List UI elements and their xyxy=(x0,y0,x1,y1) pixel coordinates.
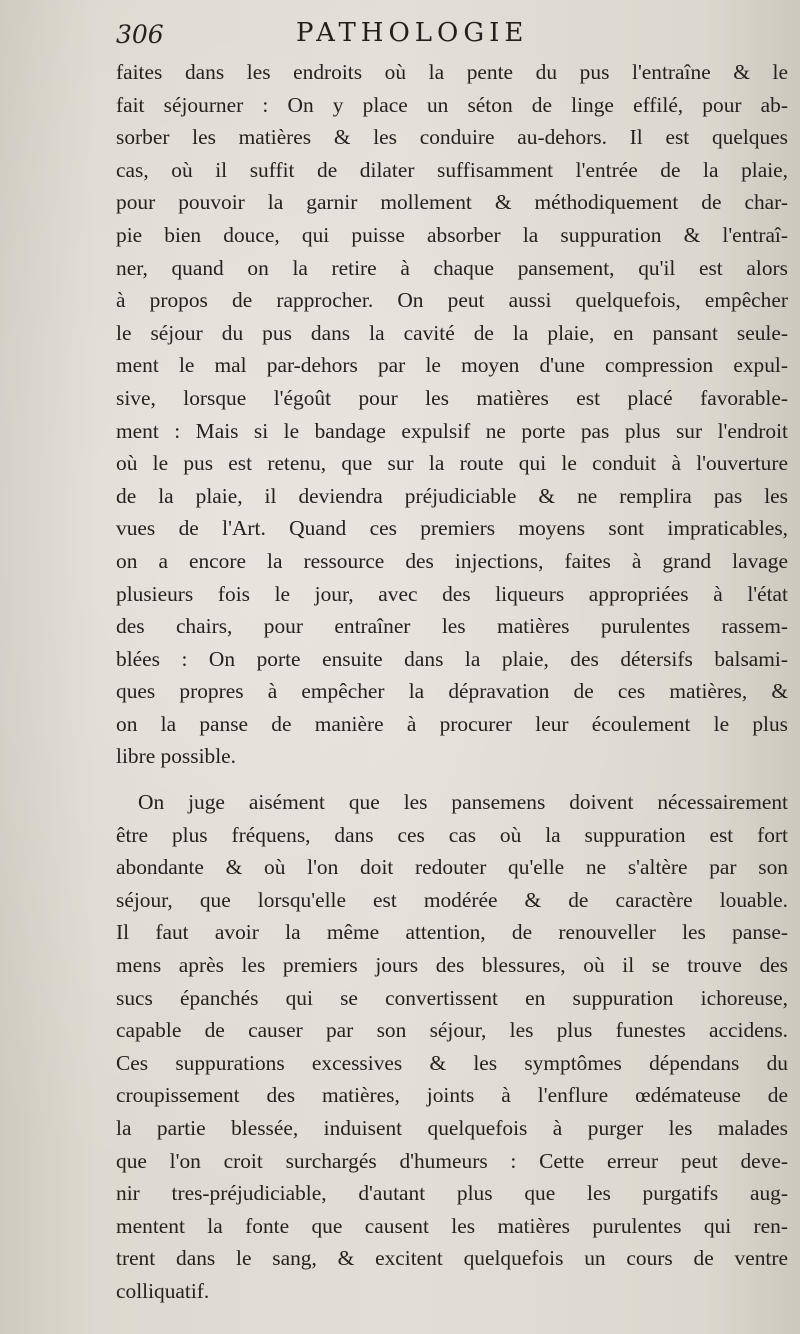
text-line: ment le mal par-dehors par le moyen d'une compression expul- xyxy=(116,353,788,378)
text-line: on la panse de manière à procurer leur écoulement le plus xyxy=(116,711,788,736)
text-line: ment : Mais si le bandage expulsif ne porte pas plus sur l'endroit xyxy=(116,418,788,443)
text-line: on a encore la ressource des injections, faites à grand lavage xyxy=(116,548,788,573)
text-line: vues de l'Art. Quand ces premiers moyens sont impraticables, xyxy=(116,516,788,541)
text-line: On juge aisément que les pansemens doivent nécessairement xyxy=(138,790,788,815)
text-line: croupissement des matières, joints à l'enflure œdémateuse de xyxy=(116,1083,788,1108)
page-header xyxy=(116,18,786,54)
text-line: colliquatif. xyxy=(116,1278,210,1303)
text-line: Ces suppurations excessives & les symptômes dépendans du xyxy=(116,1050,788,1075)
text-line: pour pouvoir la garnir mollement & méthodiquement de char- xyxy=(116,190,788,215)
text-line: nir tres-préjudiciable, d'autant plus que les purgatifs aug- xyxy=(116,1181,788,1206)
text-line: blées : On porte ensuite dans la plaie, des détersifs balsami- xyxy=(116,646,788,671)
text-line: séjour, que lorsqu'elle est modérée & de caractère louable. xyxy=(116,887,788,912)
text-line: ner, quand on la retire à chaque pansement, qu'il est alors xyxy=(116,255,788,280)
text-line: mens après les premiers jours des blessures, où il se trouve des xyxy=(116,953,788,978)
text-line: libre possible. xyxy=(116,744,237,769)
text-line: à propos de rapprocher. On peut aussi quelquefois, empêcher xyxy=(116,288,788,313)
text-line: capable de causer par son séjour, les plus funestes accidens. xyxy=(116,1018,788,1043)
body-text xyxy=(116,56,788,1308)
text-line: trent dans le sang, & excitent quelquefois un cours de ventre xyxy=(116,1246,788,1271)
text-line: sorber les matières & les conduire au-dehors. Il est quelques xyxy=(116,125,788,150)
text-line: Il faut avoir la même attention, de renouveller les panse- xyxy=(116,920,788,945)
text-line: où le pus est retenu, que sur la route qui le conduit à l'ouverture xyxy=(116,451,788,476)
text-line: pie bien douce, qui puisse absorber la suppuration & l'entraî- xyxy=(116,222,788,247)
text-line: abondante & où l'on doit redouter qu'elle ne s'altère par son xyxy=(116,855,788,880)
page-number: 306 xyxy=(116,20,164,49)
text-line: la partie blessée, induisent quelquefois à purger les malades xyxy=(116,1116,788,1140)
text-line: de la plaie, il deviendra préjudiciable & ne remplira pas les xyxy=(116,483,788,508)
text-line: faites dans les endroits où la pente du pus l'entraîne & le xyxy=(116,60,788,84)
running-title: PATHOLOGIE xyxy=(296,18,529,48)
text-line: être plus fréquens, dans ces cas où la suppuration est fort xyxy=(116,822,788,847)
text-line: ques propres à empêcher la dépravation de ces matières, & xyxy=(116,679,788,704)
text-line: mentent la fonte que causent les matières purulentes qui ren- xyxy=(116,1213,788,1238)
text-line: le séjour du pus dans la cavité de la plaie, en pansant seule- xyxy=(116,320,788,345)
text-line: que l'on croit surchargés d'humeurs : Cette erreur peut deve- xyxy=(116,1148,788,1173)
text-line: sucs épanchés qui se convertissent en suppuration ichoreuse, xyxy=(116,985,788,1010)
text-line: des chairs, pour entraîner les matières purulentes rassem- xyxy=(116,614,788,639)
text-line: sive, lorsque l'égoût pour les matières est placé favorable- xyxy=(116,385,788,410)
paragraph-2 xyxy=(116,786,788,1308)
text-line: cas, où il suffit de dilater suffisamment l'entrée de la plaie, xyxy=(116,157,788,182)
paragraph-gap xyxy=(116,773,788,786)
text-line: plusieurs fois le jour, avec des liqueurs appropriées à l'état xyxy=(116,581,788,606)
text-line: fait séjourner : On y place un séton de linge effilé, pour ab- xyxy=(116,92,788,117)
paragraph-1 xyxy=(116,56,788,773)
